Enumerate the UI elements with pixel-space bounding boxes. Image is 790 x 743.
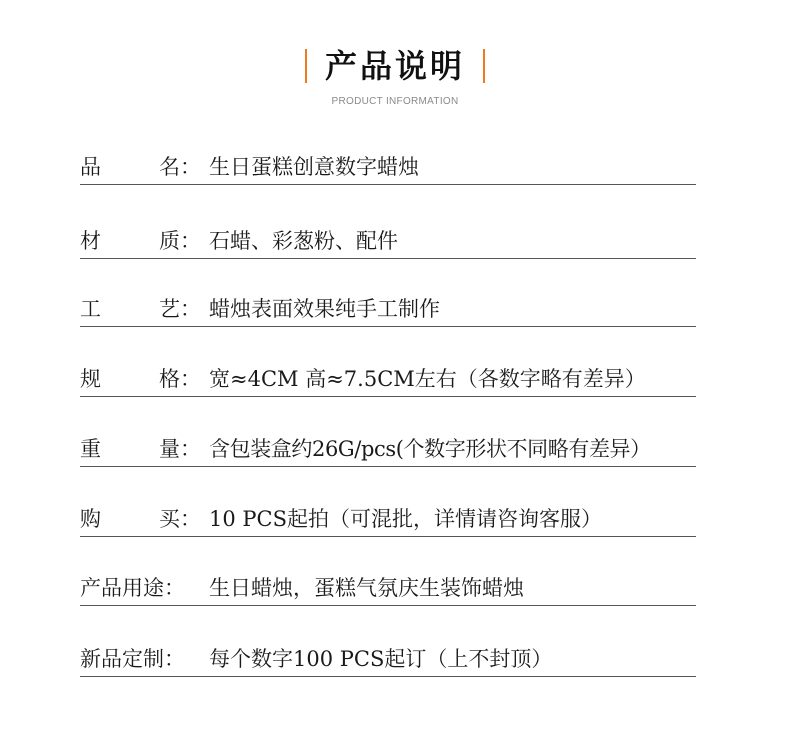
spec-label [80, 433, 209, 463]
spec-row-usage [80, 569, 696, 606]
spec-row-custom [80, 640, 696, 677]
spec-label-char: 品 [80, 155, 101, 179]
page-title: 产品说明 [324, 47, 465, 85]
spec-label-char: 艺： [159, 297, 201, 321]
spec-value: 宽≈4CM 高≈7.5CM左右（各数字略有差异） [209, 367, 646, 391]
spec-label [80, 363, 209, 393]
spec-value: 石蜡、彩葱粉、配件 [209, 229, 398, 253]
spec-row-weight [80, 430, 696, 467]
left-accent-bar [305, 49, 307, 83]
right-accent-bar [483, 49, 485, 83]
spec-label-char: 名： [159, 155, 201, 179]
spec-value: 蜡烛表面效果纯手工制作 [209, 297, 440, 321]
spec-label-char: 工 [80, 297, 101, 321]
spec-label: 新品定制： [80, 647, 185, 671]
spec-label-char: 规 [80, 367, 101, 391]
spec-value: 生日蜡烛，蛋糕气氛庆生装饰蜡烛 [209, 576, 524, 600]
page-subtitle: PRODUCT INFORMATION [331, 96, 459, 107]
spec-label-char: 重 [80, 437, 101, 461]
spec-value: 每个数字100 PCS起订（上不封顶） [209, 647, 553, 671]
spec-label [80, 225, 209, 255]
spec-label [80, 503, 209, 533]
spec-label-char: 材 [80, 229, 101, 253]
spec-label-char: 买： [159, 507, 201, 531]
spec-label [80, 151, 209, 181]
spec-label: 产品用途： [80, 576, 185, 600]
spec-label-char: 格： [159, 367, 201, 391]
spec-label-char: 购 [80, 507, 101, 531]
spec-row-size [80, 360, 696, 397]
spec-label-char: 量： [159, 437, 201, 461]
spec-row-name [80, 148, 696, 185]
title-row [0, 44, 790, 88]
spec-label [80, 293, 209, 323]
spec-value: 含包装盒约26G/pcs(个数字形状不同略有差异） [209, 437, 651, 461]
spec-row-purchase [80, 500, 696, 537]
spec-value: 10 PCS起拍（可混批，详情请咨询客服） [209, 507, 602, 531]
spec-row-material [80, 222, 696, 259]
spec-label-char: 质： [159, 229, 201, 253]
spec-row-craft [80, 290, 696, 327]
spec-value: 生日蛋糕创意数字蜡烛 [209, 155, 419, 179]
page-header [0, 44, 790, 107]
